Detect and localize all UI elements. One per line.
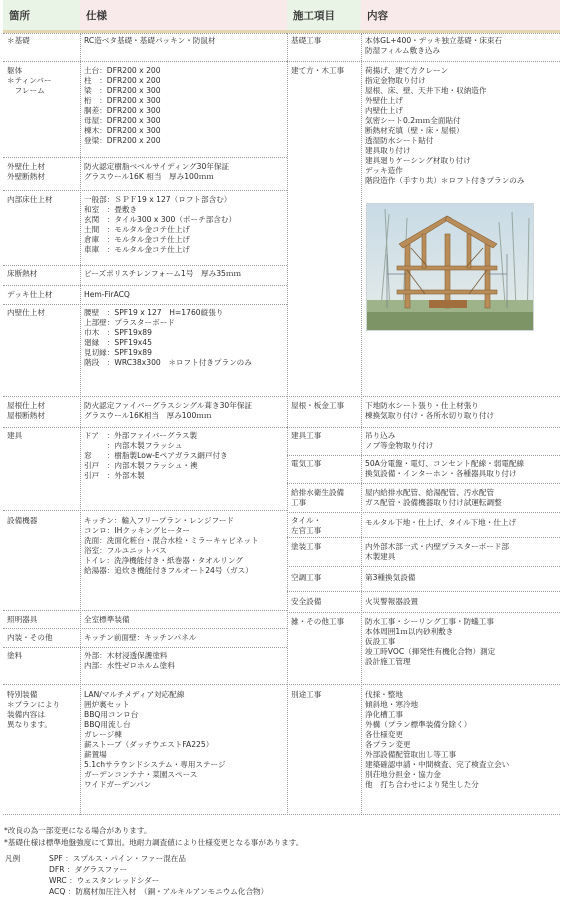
header-content: 内容 — [361, 0, 560, 33]
row-content: モルタル下地・仕上げ、タイル下地・仕上げ — [365, 518, 517, 527]
row-content: 荷揚げ、建て方クレーン 指定金物取り付け 屋根、床、壁、天井下地・収納造作 外壁仕上げ 内壁仕上げ 気密シート0.2ｍｍ全面貼付 断熱材充填（壁・床・屋根） 透湿防水シート貼付 建具取り付け 建具廻りケーシング材取り付け デッキ造作 階段造作（手すり共）＊ロフト付きプランのみ — [365, 66, 525, 186]
table-row — [287, 396, 560, 397]
row-content: 第3種換気設備 — [365, 573, 416, 582]
row-work-item: 別途工事 — [291, 690, 322, 699]
row-content: 内外部木部一式・内壁プラスターボード部 木製建具 — [365, 542, 510, 562]
row-label: 屋根仕上材 屋根断熱材 — [7, 401, 45, 421]
row-work-item: 電気工事 — [291, 459, 322, 468]
table-row — [3, 427, 287, 428]
row-spec: キッチン前面壁：キッチンパネル — [84, 633, 197, 642]
row-label: 塗料 — [7, 651, 23, 660]
row-label: ＊基礎 — [7, 36, 30, 45]
row-spec: 一般部：ＳＰＦ19 x 127（ロフト部含む） 和室 ：畳敷き 玄関 ：タイル300 x 300（ポーチ部含む） 土間 ：モルタル金コテ仕上げ 倉庫 ：モルタル金コテ仕上げ 車庫 ：モルタル金コテ仕上げ — [84, 195, 237, 255]
legend-label: 凡例 — [5, 854, 21, 863]
row-label: 躯体 ＊ティンバー フレーム — [7, 66, 52, 96]
row-label: 床断熱材 — [7, 269, 38, 278]
table-row — [287, 61, 560, 62]
row-work-item: 建て方・木工事 — [291, 66, 345, 75]
footnote: *改良の為一部変更になる場合があります。 — [4, 826, 152, 835]
legend-item: WRC ：ウェスタンレッドシダー — [49, 876, 160, 885]
table-row — [287, 455, 560, 456]
table-row — [3, 285, 287, 286]
footnote: *基礎仕様は標準地盤強度にて算出。地耐力調査値により仕様変更となる事があります。 — [4, 838, 304, 847]
table-row — [287, 427, 560, 428]
row-label: 設備機器 — [7, 516, 38, 525]
table-row — [287, 591, 560, 592]
row-spec: 外部：木材浸透保護塗料 内部：水性ゼロホルム塗料 — [84, 651, 175, 671]
table-row — [3, 396, 287, 397]
row-spec: Hem-FirACQ — [84, 290, 130, 299]
table-row — [3, 647, 287, 648]
row-work-item: 塗装工事 — [291, 542, 322, 551]
row-spec: 防火認定樹脂ベベルサイディング30年保証 グラスウール16K 相当 厚み100ｍｍ — [84, 162, 230, 182]
row-label: 建具 — [7, 431, 23, 440]
table-row — [287, 612, 560, 613]
row-label: 外壁仕上材 外壁断熱材 — [7, 162, 45, 182]
table-row — [3, 265, 287, 266]
row-label: 内壁仕上材 — [7, 308, 45, 317]
row-work-item: 屋根・板金工事 — [291, 401, 345, 410]
table-row — [287, 512, 560, 513]
row-content: 火災警報器設置 — [365, 597, 419, 606]
row-content: 屋内給排水配管、給湯配管、汚水配管 ガス配管・設備機器取り付け試運転調整 — [365, 488, 502, 508]
row-spec: ドア ：外部ファイバーグラス製 ：内部木製フラッシュ 窓 ：樹脂製Low-Eペアガラス網戸付き 引戸 ：内部木製フラッシュ・襖 引戸 ：外部木製 — [84, 431, 228, 481]
header-category: 箇所 — [3, 0, 80, 33]
table-row — [3, 190, 287, 191]
table-row — [3, 157, 287, 158]
row-spec: RC造ベタ基礎・基礎パッキン・防鼠材 — [84, 36, 216, 45]
row-work-item: 給排水衛生設備 工事 — [291, 488, 345, 508]
legend-item: ACQ ：防腐材加圧注入材 （銅・アルキルアンモニウム化合物） — [49, 887, 269, 896]
table-row — [3, 33, 287, 34]
table-row — [3, 610, 287, 611]
row-spec: 防火認定ファイバーグラスシングル葺き30年保証 グラスウール16K相当 厚み100ｍｍ — [84, 401, 253, 421]
table-row — [3, 684, 287, 685]
row-label: 内装・その他 — [7, 633, 53, 642]
row-work-item: 雑・その他工事 — [291, 617, 345, 626]
table-row — [3, 304, 287, 305]
table-row — [287, 566, 560, 567]
row-label: デッキ仕上材 — [7, 290, 53, 299]
table-row — [287, 684, 560, 685]
header-work-item: 施工項目 — [287, 0, 361, 33]
abbreviation-legend — [5, 854, 365, 904]
row-work-item: 空調工事 — [291, 573, 322, 582]
row-work-item: タイル・ 左官工事 — [291, 516, 322, 536]
row-label: 内部床仕上材 — [7, 195, 53, 204]
row-spec: 土台：DFR200 x 200 柱 ：DFR200 x 200 梁 ：DFR200 x 300 桁 ：DFR200 x 300 胴差：DFR200 x 300 母屋：DFR200 x 300 棟木：DFR200 x 300 登梁：DFR200 x 200 — [84, 66, 161, 146]
row-spec: キッチン：輸入フリープラン・レンジフード コンロ：IHクッキングヒーター 洗面：洗面化粧台・混合水栓・ミラーキャビネット 浴室：フルユニットバス トイレ：洗浄機能付き・紙巻器・タオルリング 給湯器：追炊き機能付きフルオート24号（ガス） — [84, 516, 259, 576]
table-row — [3, 510, 287, 511]
row-content: 下地防水シート張り・仕上材張り 棟換気取り付け・各所水切り取り付け — [365, 401, 495, 421]
row-label: 照明器具 — [7, 615, 38, 624]
row-spec: LAN/マルチメディア対応配線 囲炉裏セット BBQ用コンロ台 BBQ用流し台 ガレージ棟 薪ストーブ（ダッチウエストFA225） 薪置場 5.1chサラウンドシステム・専用ステージ ガーデンコンテナ・菜園スペース ワイドガーデンパン — [84, 690, 226, 790]
legend-item: DFR ：ダグラスファー — [49, 865, 128, 874]
row-spec: ビーズポリスチレンフォーム1号 厚み35ｍｍ — [84, 269, 242, 278]
row-content: 50A分電盤・電灯、コンセント配線・弱電配線 換気設備・インターホン・各種器具取り付け — [365, 459, 525, 479]
row-content: 吊り込み ノブ等金物取り付け — [365, 431, 434, 451]
legend-item: SPF ：スプルス・パイン・ファー混在品 — [49, 854, 186, 863]
row-content: 防水工事・シーリング工事・防蟻工事 本体周囲1ｍ以内砂利敷き 仮設工事 竣工時VOC（揮発性有機化合物）測定 設計施工管理 — [365, 617, 496, 667]
row-work-item: 建具工事 — [291, 431, 322, 440]
table-row — [3, 628, 287, 629]
row-content: 伐採・整地 傾斜地・寒冷地 浄化槽工事 外構（プラン標準装備分除く） 各仕様変更 各プラン変更 外部設備配管取出し等工事 建築確認申請・中間検査、完了検査立会い 別荘地分担金・協力金 他 打ち合わせにより発生した分 — [365, 690, 510, 790]
table-row — [287, 483, 560, 484]
header-spec: 仕様 — [80, 0, 287, 33]
row-work-item: 基礎工事 — [291, 36, 322, 45]
row-work-item: 安全設備 — [291, 597, 322, 606]
table-row — [287, 537, 560, 538]
construction-photo — [366, 203, 534, 331]
row-label: 特別装備 ＊プランにより 装備内容は 異なります。 — [7, 690, 61, 730]
row-content: 本体GL+400・デッキ独立基礎・床束石 防湿フィルム敷き込み — [365, 36, 503, 56]
row-spec: 全室標準装備 — [84, 615, 130, 624]
table-row — [287, 33, 560, 34]
table-row — [3, 61, 287, 62]
row-spec: 腰壁 ：SPF19 x 127 H=1760縦張り 上部壁：プラスターボード 巾木 ：SPF19x89 廻縁 ：SPF19x45 見切縁：SPF19x89 階段 ：WRC38x300 ＊ロフト付きプランのみ — [84, 308, 252, 368]
